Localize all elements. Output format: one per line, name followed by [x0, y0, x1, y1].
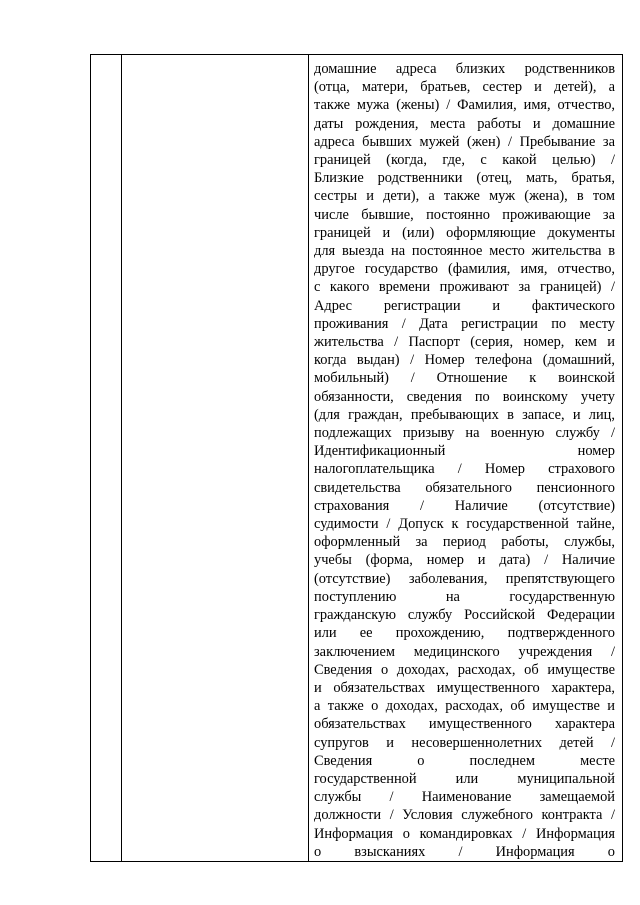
content-line: Адрес регистрации и фактического	[314, 297, 615, 314]
content-line: заключением медицинского учреждения /	[314, 643, 615, 660]
content-line: мобильный) / Отношение к воинской	[314, 370, 615, 387]
content-line: с какого времени проживают за границей) /	[314, 279, 615, 296]
content-line: границей и (или) оформляющие документы	[314, 224, 615, 241]
content-line: свидетельства обязательного пенсионного	[314, 479, 615, 496]
content-line: Сведения о последнем месте	[314, 752, 615, 769]
content-line: налогоплательщика / Номер страхового	[314, 461, 615, 478]
content-line: обязанности, сведения по воинскому учету	[314, 388, 615, 405]
content-line: или ее прохождению, подтвержденного	[314, 625, 615, 642]
row-content-cell	[309, 55, 623, 862]
content-line: Идентификационный номер	[314, 443, 615, 460]
content-line: Информация о командировках / Информация	[314, 825, 615, 842]
content-line: также мужа (жены) / Фамилия, имя, отчество,	[314, 97, 615, 114]
content-line: (для граждан, пребывающих в запасе, и лиц,	[314, 406, 615, 423]
content-line: гражданскую службу Российской Федерации	[314, 607, 615, 624]
content-line: службы / Наименование замещаемой	[314, 789, 615, 806]
content-line: судимости / Допуск к государственной тайне,	[314, 516, 615, 533]
content-line: а также о доходах, расходах, об имуществе и	[314, 698, 615, 715]
content-line: (отца, матери, братьев, сестер и детей), а	[314, 79, 615, 96]
content-line: сестры и дети), а также муж (жена), в том	[314, 188, 615, 205]
content-line: оформленный за период работы, службы,	[314, 534, 615, 551]
content-line: и обязательствах имущественного характера,	[314, 679, 615, 696]
row-name-cell	[122, 55, 309, 862]
content-line: подлежащих призыву на военную службу /	[314, 425, 615, 442]
content-line: Близкие родственники (отец, мать, братья,	[314, 170, 615, 187]
content-line: Сведения о доходах, расходах, об имуществе	[314, 661, 615, 678]
content-line: когда выдан) / Номер телефона (домашний,	[314, 352, 615, 369]
content-line: проживания / Дата регистрации по месту	[314, 315, 615, 332]
content-line: даты рождения, места работы и домашние	[314, 115, 615, 132]
table-row	[91, 55, 623, 862]
content-line: жительства / Паспорт (серия, номер, кем и	[314, 334, 615, 351]
content-line: (отсутствие) заболевания, препятствующего	[314, 570, 615, 587]
content-line: обязательствах имущественного характера	[314, 716, 615, 733]
row-content-text	[309, 55, 622, 861]
document-table	[90, 54, 623, 862]
content-line: числе бывшие, постоянно проживающие за	[314, 206, 615, 223]
content-line: учебы (форма, номер и дата) / Наличие	[314, 552, 615, 569]
content-line: супругов и несовершеннолетних детей /	[314, 734, 615, 751]
content-line: границей (когда, где, с какой целью) /	[314, 152, 615, 169]
content-line: государственной или муниципальной	[314, 770, 615, 787]
content-line: адреса бывших мужей (жен) / Пребывание за	[314, 133, 615, 150]
content-line: поступлению на государственную	[314, 588, 615, 605]
row-number-cell	[91, 55, 122, 862]
content-line: домашние адреса близких родственников	[314, 61, 615, 77]
content-line: для выезда на постоянное место жительства в	[314, 243, 615, 260]
content-line: о взысканиях / Информация о	[314, 843, 615, 860]
content-line: страхования / Наличие (отсутствие)	[314, 497, 615, 514]
content-line: должности / Условия служебного контракта /	[314, 807, 615, 824]
content-line: другое государство (фамилия, имя, отчество,	[314, 261, 615, 278]
